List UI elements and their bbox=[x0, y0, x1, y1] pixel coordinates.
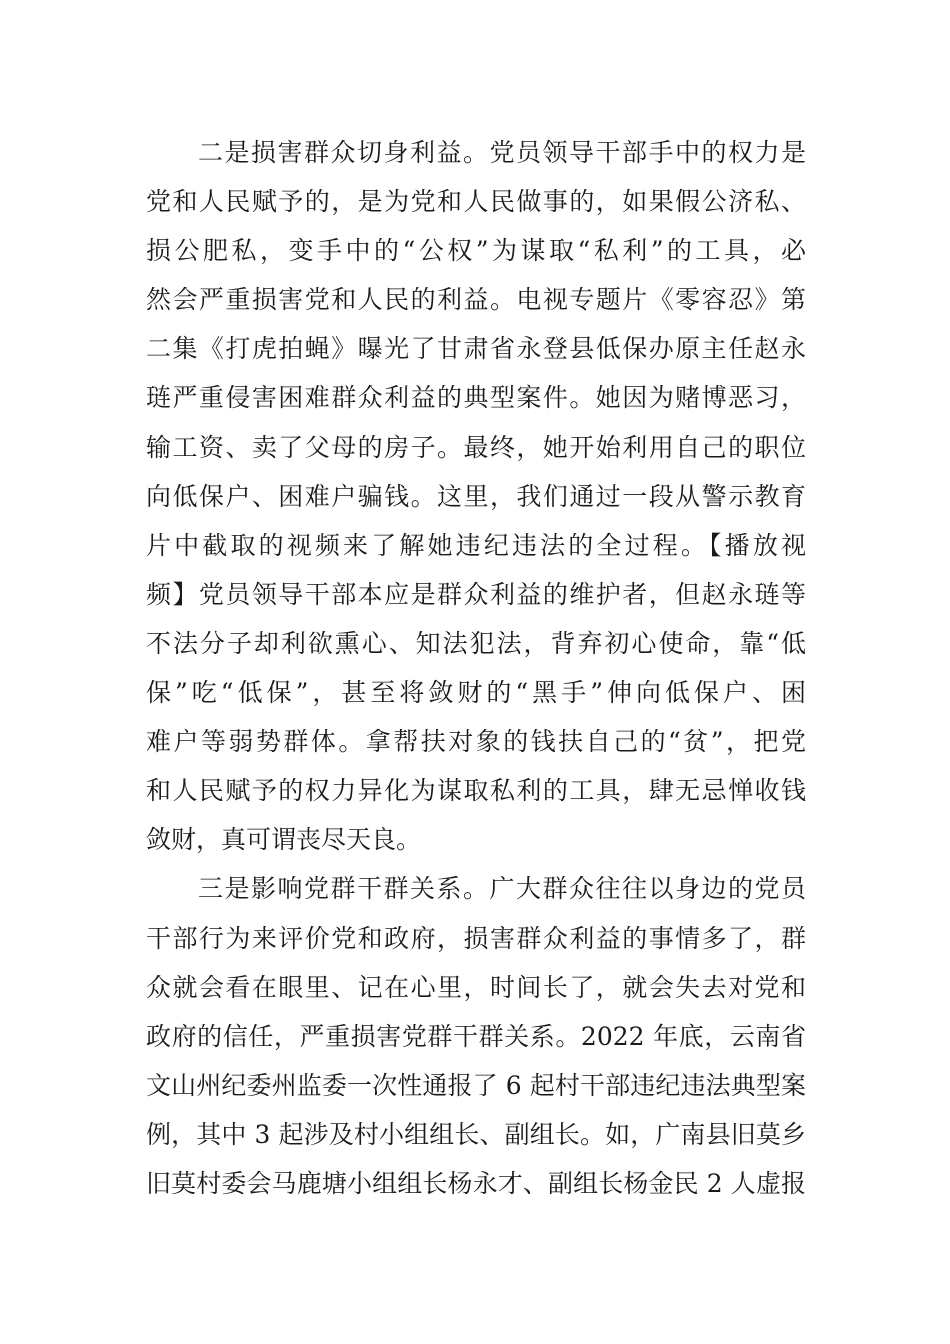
paragraph-party-relations bbox=[146, 864, 806, 1208]
text-line: 然会严重损害党和人民的利益。电视专题片《零容忍》第 bbox=[146, 285, 806, 315]
text-line: 片中截取的视频来了解她违纪违法的全过程。【播放视 bbox=[146, 530, 806, 560]
text-line: 党和人民赋予的，是为党和人民做事的，如果假公济私、 bbox=[146, 187, 806, 217]
text-line: 和人民赋予的权力异化为谋取私利的工具，肆无忌惮收钱 bbox=[146, 776, 806, 806]
text-line: 三是影响党群干群关系。广大群众往往以身边的党员 bbox=[198, 874, 806, 904]
text-line: 文山州纪委州监委一次性通报了 6 起村干部违纪违法典型案 bbox=[146, 1070, 806, 1100]
text-line: 旧莫村委会马鹿塘小组组长杨永才、副组长杨金民 2 人虚报 bbox=[146, 1168, 806, 1198]
text-line: 众就会看在眼里、记在心里，时间长了，就会失去对党和 bbox=[146, 972, 806, 1002]
text-line: 敛财，真可谓丧尽天良。 bbox=[146, 825, 422, 855]
text-line: 频】党员领导干部本应是群众利益的维护者，但赵永琏等 bbox=[146, 579, 806, 609]
text-line: 难户等弱势群体。拿帮扶对象的钱扶自己的“贫”，把党 bbox=[146, 727, 806, 757]
text-line: 例，其中 3 起涉及村小组组长、副组长。如，广南县旧莫乡 bbox=[146, 1119, 806, 1149]
text-line: 输工资、卖了父母的房子。最终，她开始利用自己的职位 bbox=[146, 432, 806, 462]
text-line: 损公肥私，变手中的“公权”为谋取“私利”的工具，必 bbox=[146, 236, 806, 266]
paragraph-damage-interests bbox=[146, 128, 806, 864]
text-line: 琏严重侵害困难群众利益的典型案件。她因为赌博恶习， bbox=[146, 383, 806, 413]
document-body bbox=[146, 128, 806, 1208]
text-line: 二集《打虎拍蝇》曝光了甘肃省永登县低保办原主任赵永 bbox=[146, 334, 806, 364]
text-line: 政府的信任，严重损害党群干群关系。2022 年底，云南省 bbox=[146, 1021, 806, 1051]
text-line: 二是损害群众切身利益。党员领导干部手中的权力是 bbox=[198, 138, 806, 167]
text-line: 保”吃“低保”，甚至将敛财的“黑手”伸向低保户、困 bbox=[146, 678, 806, 708]
text-line: 不法分子却利欲熏心、知法犯法，背弃初心使命，靠“低 bbox=[146, 628, 806, 658]
text-line: 干部行为来评价党和政府，损害群众利益的事情多了，群 bbox=[146, 923, 806, 953]
text-line: 向低保户、困难户骗钱。这里，我们通过一段从警示教育 bbox=[146, 481, 806, 511]
